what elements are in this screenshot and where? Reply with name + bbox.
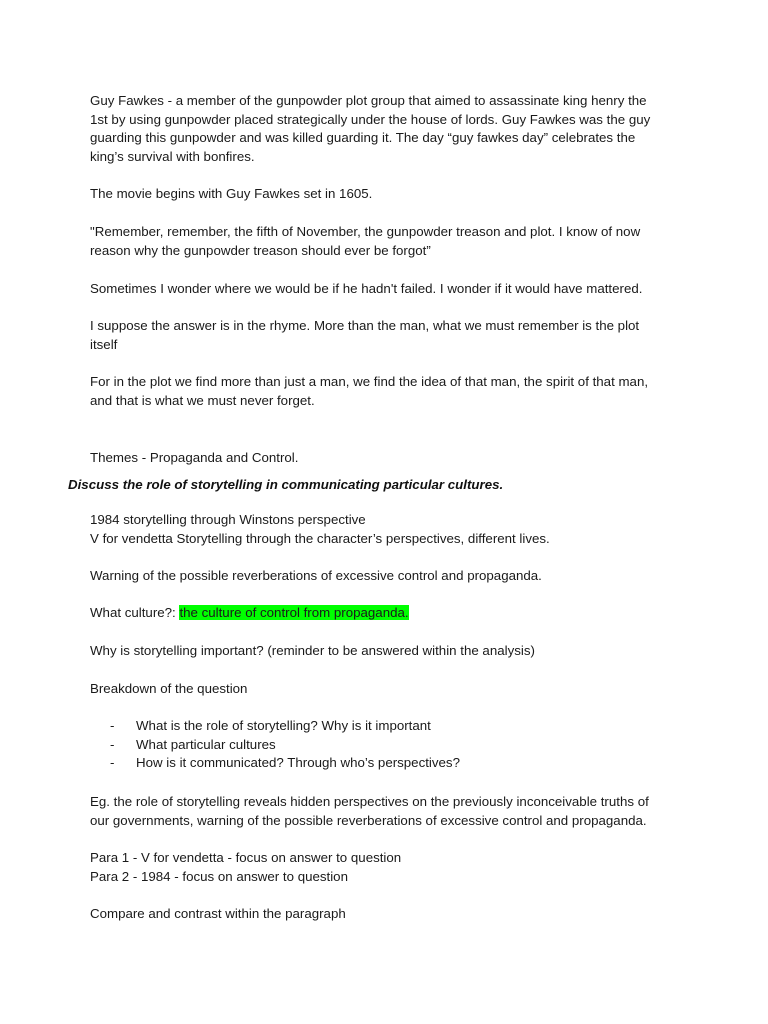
text-line: king’s survival with bonfires. (90, 148, 255, 164)
paragraph-warning (90, 567, 690, 586)
text-line: 1984 storytelling through Winstons perspective (90, 512, 366, 527)
text-line: Para 1 - V for vendetta - focus on answer to question (90, 850, 402, 865)
paragraph-movie-begins (90, 185, 690, 204)
paragraph-compare-contrast (90, 905, 690, 924)
text-line: Themes - Propaganda and Control. (90, 450, 299, 465)
text-line: Why is storytelling important? (reminder to be answered within the analysis) (90, 643, 535, 658)
text-line: Sometimes I wonder where we would be if he hadn't failed. I wonder if it would have mattered. (90, 281, 643, 296)
text-line: Guy Fawkes - a member of the gunpowder plot group that aimed to assassinate king henry the (90, 93, 647, 108)
text-line: Warning of the possible reverberations of excessive control and propaganda. (90, 568, 542, 583)
text-line: and that is what we must never forget. (90, 392, 315, 408)
text-line: Eg. the role of storytelling reveals hidden perspectives on the previously inconceivable truths of (90, 794, 649, 809)
highlighted-text: the culture of control from propaganda. (179, 605, 409, 620)
paragraph-para-plan (90, 849, 690, 886)
paragraph-why-storytelling (90, 642, 690, 661)
list-item-text: What particular cultures (136, 736, 276, 752)
text-line: Breakdown of the question (90, 681, 248, 696)
text-line: reason why the gunpowder treason should ever be forgot” (90, 242, 431, 258)
breakdown-list (110, 717, 670, 773)
paragraph-answer-in-rhyme (90, 317, 690, 354)
paragraph-themes (90, 449, 690, 468)
dash-bullet-icon: - (110, 718, 115, 733)
text-line: "Remember, remember, the fifth of November, the gunpowder treason and plot. I know of now (90, 224, 641, 239)
text-line: guarding this gunpowder and was killed guarding it. The day “guy fawkes day” celebrates the (90, 130, 636, 145)
list-item-text: How is it communicated? Through who’s perspectives? (136, 755, 460, 770)
text-line: V for vendetta Storytelling through the character’s perspectives, different lives. (90, 530, 550, 546)
text-line (90, 604, 690, 623)
text-line: The movie begins with Guy Fawkes set in 1605. (90, 186, 373, 201)
text-line: I suppose the answer is in the rhyme. More than the man, what we must remember is the plot (90, 318, 640, 333)
list-item (110, 736, 670, 755)
paragraph-sometimes-wonder (90, 280, 690, 299)
paragraph-idea-of-man (90, 373, 690, 410)
dash-bullet-icon: - (110, 755, 115, 770)
paragraph-perspectives (90, 511, 690, 548)
paragraph-remember-quote (90, 223, 690, 260)
list-item (110, 754, 670, 773)
text-line: Compare and contrast within the paragraph (90, 906, 346, 921)
dash-bullet-icon: - (110, 736, 115, 752)
text-line: itself (90, 336, 118, 352)
what-culture-label: What culture?: (90, 605, 180, 620)
paragraph-breakdown (90, 680, 690, 699)
text-line: Para 2 - 1984 - focus on answer to question (90, 868, 348, 884)
paragraph-what-culture (90, 604, 690, 623)
text-line: For in the plot we find more than just a man, we find the idea of that man, the spirit of that man, (90, 374, 649, 389)
list-item (110, 717, 670, 736)
text-line: our governments, warning of the possible reverberations of excessive control and propaganda. (90, 812, 647, 828)
paragraph-example (90, 793, 690, 830)
text-line: 1st by using gunpowder placed strategically under the house of lords. Guy Fawkes was the guy (90, 111, 651, 127)
question-heading: Discuss the role of storytelling in communicating particular cultures. (68, 477, 504, 492)
paragraph-guy-fawkes-intro (90, 92, 690, 166)
list-item-text: What is the role of storytelling? Why is it important (136, 718, 431, 733)
